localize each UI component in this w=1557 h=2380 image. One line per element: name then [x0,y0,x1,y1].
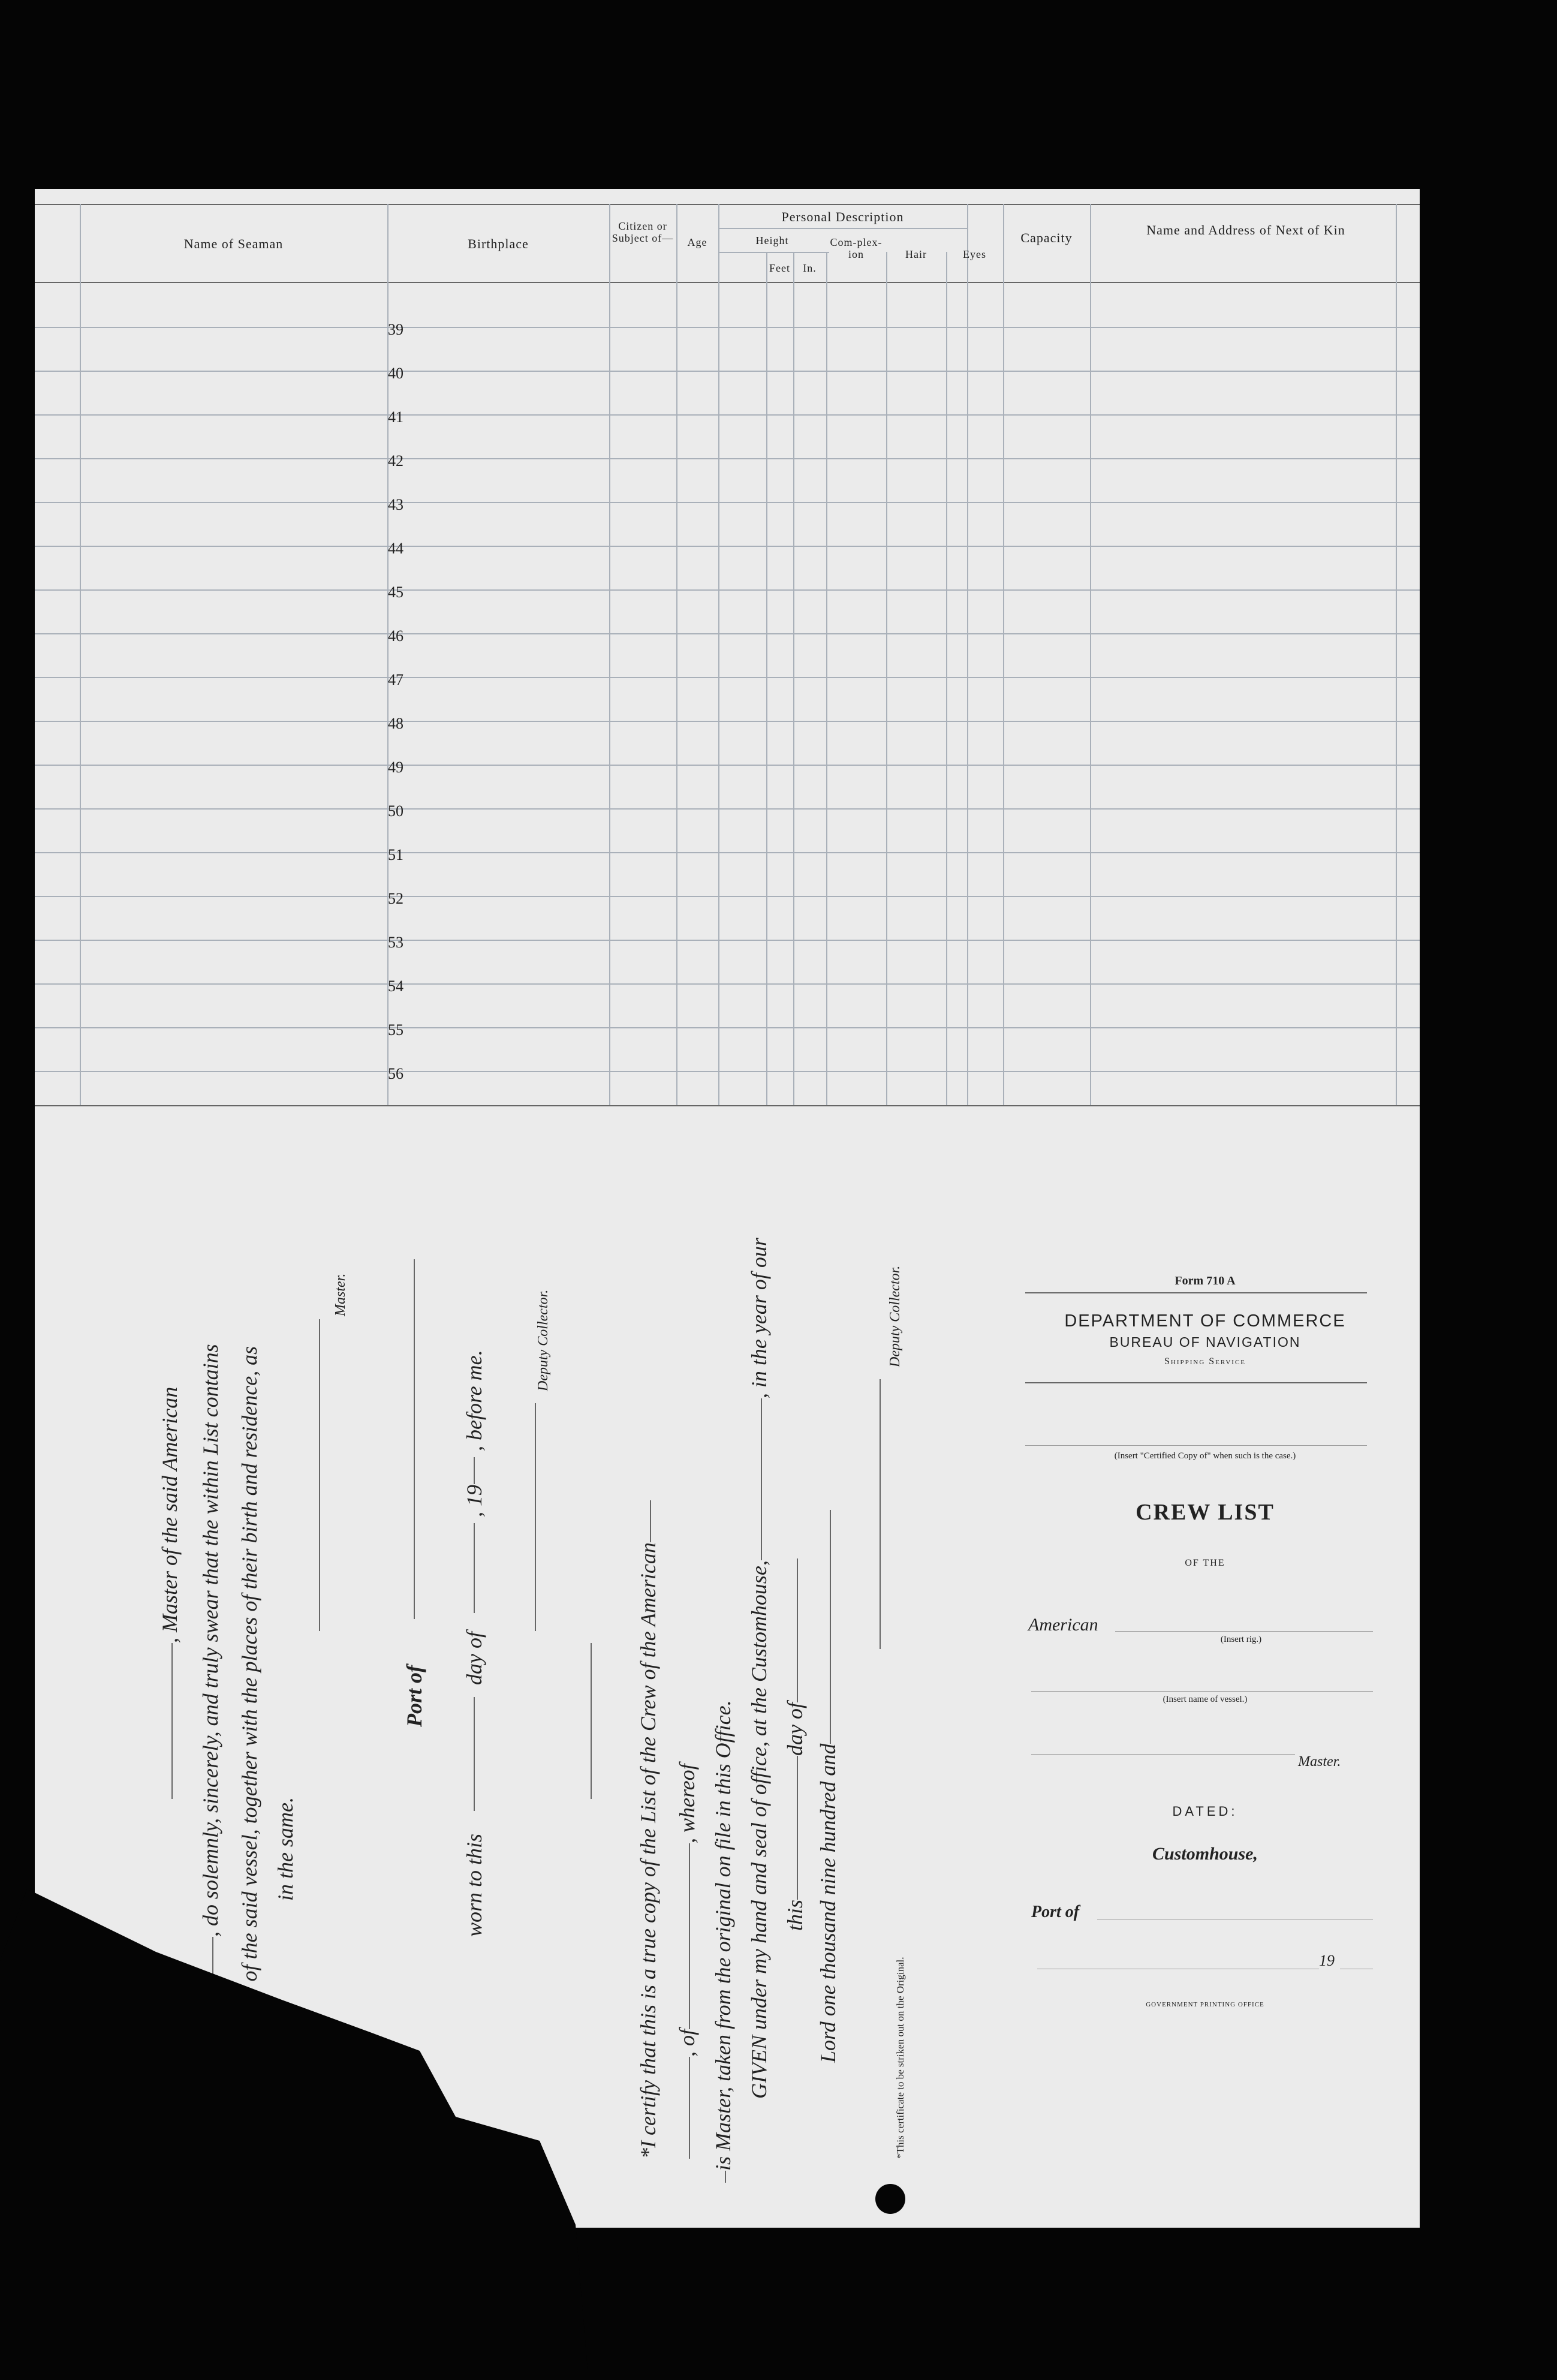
row-number: 54 [388,977,403,995]
col-divider [967,204,968,1106]
crew-table [35,204,1420,1106]
cover-customhouse: Customhouse, [1152,1844,1258,1864]
cover-insert-rig: (Insert rig.) [1220,1635,1262,1644]
oath-master-label: Master. [333,1273,348,1316]
row-number: 55 [388,1021,403,1039]
col-divider [826,252,827,1106]
row-line [35,808,1420,810]
row-number: 52 [388,890,403,907]
cover-department: DEPARTMENT OF COMMERCE [1064,1311,1346,1331]
row-number: 42 [388,452,403,470]
col-divider [718,204,719,1106]
oath-year: , 19 [462,1485,486,1517]
table-top-border [35,204,1420,205]
oath-deputy-collector: Deputy Collector. [535,1289,551,1391]
row-line [35,546,1420,547]
sworn-line-2 [474,1523,475,1613]
divider-rule [591,1643,592,1799]
oath-day-of: day of [462,1632,486,1685]
oath-crew: Crew of the said vessel, together with the places of their birth and residence, as [237,1346,261,2033]
oath-port-of: Port of [402,1665,426,1727]
col-divider [793,252,794,1106]
header-next-of-kin: Name and Address of Next of Kin [1146,222,1345,237]
row-line [35,896,1420,897]
header-age: Age [687,236,707,248]
signature-line-cert [880,1379,881,1649]
row-line [35,458,1420,459]
cover-service: Shipping Service [1164,1356,1246,1367]
cover-master: Master. [1298,1754,1341,1770]
col-divider [766,252,767,1106]
oath-before-me: , before me. [462,1350,486,1451]
header-complexion: Com-plex-ion [830,236,883,260]
cover-american: American [1028,1615,1098,1635]
col-divider [1396,204,1397,1106]
row-line [35,633,1420,634]
vessel-line [1031,1691,1373,1692]
row-number: 56 [388,1065,403,1082]
row-line [35,940,1420,941]
cert-line3: is Master, taken from the original on file in this Office. [710,1700,736,2183]
row-number: 39 [388,321,403,338]
header-capacity: Capacity [1020,230,1073,245]
cert-footnote: *This certificate to be striken out on the Original. [895,1957,906,2159]
header-name: Name of Seaman [183,236,284,251]
col-divider [1090,204,1091,1106]
cover-dated: DATED: [1172,1804,1238,1819]
cover-printer: GOVERNMENT PRINTING OFFICE [1146,2001,1264,2008]
cert-line5: thisday of [782,1558,808,1931]
col-divider [1003,204,1004,1106]
cover-insert-copy: (Insert "Certified Copy of" when such is the case.) [1114,1451,1296,1461]
header-birthplace: Birthplace [468,236,529,251]
cert-line4: GIVEN under my hand and seal of office, at the Customhouse,, in the year of our [747,1238,771,2099]
sworn-line-3 [474,1457,475,1484]
header-citizen: Citizen or Subject of— [612,220,674,244]
row-number: 41 [388,408,403,426]
row-line [35,371,1420,372]
cert-line2: , of, whereof [674,1764,700,2159]
row-number: 51 [388,846,403,863]
row-number: 43 [388,496,403,513]
col-divider [609,204,610,1106]
cert-line6: Lord one thousand nine hundred and [815,1510,841,2063]
header-inches: In. [803,262,817,274]
rig-line [1115,1631,1373,1632]
row-line [35,414,1420,416]
cover-bureau: BUREAU OF NAVIGATION [1109,1334,1301,1350]
row-line [35,677,1420,678]
insert-copy-line [1025,1445,1367,1446]
col-divider [387,204,389,1106]
row-line [35,1071,1420,1072]
cover-year: 19 [1319,1952,1335,1969]
cover-rule [1025,1292,1367,1293]
row-line [35,327,1420,328]
cover-insert-vessel: (Insert name of vessel.) [1163,1695,1248,1704]
sworn-line-1 [474,1697,475,1811]
col-divider [676,204,677,1106]
table-bottom-border [35,1105,1420,1106]
header-height: Height [755,234,789,246]
row-number: 47 [388,671,403,688]
header-hair: Hair [905,248,927,260]
port-line [414,1259,415,1619]
punch-hole [875,2184,905,2214]
row-number: 50 [388,802,403,820]
row-line [35,1027,1420,1028]
subheader-rule [718,228,967,229]
row-number: 44 [388,540,403,557]
master-line [1031,1754,1295,1755]
header-feet: Feet [769,262,790,274]
header-eyes: Eyes [963,248,986,260]
form-number: Form 710 A [1174,1274,1236,1287]
cert-deputy-collector: Deputy Collector. [887,1265,903,1367]
row-line [35,721,1420,722]
table-header-border [35,282,1420,283]
cover-port-of: Port of [1031,1903,1080,1921]
row-number: 53 [388,934,403,951]
col-divider [80,204,81,1106]
row-line [35,983,1420,985]
oath-same: in the same. [273,1797,297,1901]
cover-title: CREW LIST [1136,1500,1275,1525]
signature-line-deputy [535,1403,536,1631]
col-divider [946,252,947,1106]
cover-of-the: OF THE [1185,1558,1225,1568]
subheader-rule [718,252,829,253]
oath-master-of: , Master of the said American [157,1387,182,1799]
oath-solemnly: , do solemnly, sincerely, and truly swear that the within List contains [198,1344,223,2027]
header-personal-description: Personal Description [781,209,904,224]
row-number: 46 [388,627,403,645]
cert-line1: *I certify that this is a true copy of the List of the Crew of the American [636,1500,661,2159]
col-divider [886,252,887,1106]
row-number: 49 [388,759,403,776]
row-number: 40 [388,365,403,382]
oath-sworn: worn to this [462,1833,486,1937]
row-line [35,765,1420,766]
row-number: 48 [388,715,403,732]
row-line [35,589,1420,591]
row-number: 45 [388,583,403,601]
signature-line-master [319,1319,320,1631]
cover-rule [1025,1382,1367,1383]
row-line [35,852,1420,853]
row-line [35,502,1420,503]
